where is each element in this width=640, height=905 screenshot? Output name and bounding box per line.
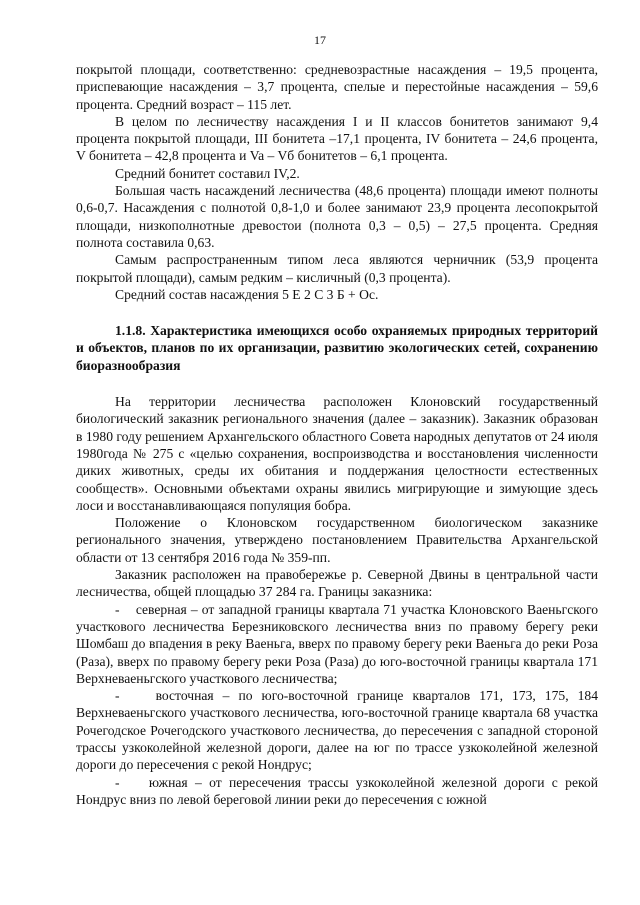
- paragraph-bonitet-classes: В целом по лесничеству насаждения I и II классов бонитетов занимают 9,4 процента покрытой площади, III бонитета –17,1 процента, IV бонитета – 24,6 процента, V бонитета – 42,8 процента и Va – Vб бонитетов – 6,1 процента.: [76, 113, 598, 164]
- paragraph-forest-types: Самым распространенным типом леса являются черничник (53,9 процента покрытой площади), самым редким – кисличный (0,3 процента).: [76, 252, 598, 285]
- boundary-item-north: - северная – от западной границы квартала 71 участка Клоновского Ваеньгского участкового лесничества Березниковского лесничества вниз по правому берегу реки Шомбаш до впадения в реку Ваеньга, вверх по правому берегу реки Ваеньга до реки Роза (Раза), вверх по правому берегу реки Роза (Раза) до юго-восточной границы квартала 171 Верхневаеньгского участкового лесничества;: [76, 601, 598, 686]
- boundary-item-east: - восточная – по юго-восточной границе кварталов 171, 173, 175, 184 Верхневаеньгского участкового лесничества, юго-восточной границе квартала 68 участка Рочегодское Рочегодского участкового лесничества, до пересечения с западной стороной трассы узкоколейной железной дороги, далее на юг по трассе узкоколейной железной дороги до пересечения с рекой Нондрус;: [76, 688, 598, 773]
- paragraph-reserve-description: На территории лесничества расположен Клоновский государственный биологический заказник регионального значения (далее – заказник). Заказник образован в 1980 году решением Архангельского областного Совета народных депутатов от 24 июля 1980года № 275 с «целью сохранения, воспроизводства и восстановления численности диких животных, среды их обитания и поддержания целостности естественных сообществ». Основными объектами охраны явились мигрирующие и зимующие здесь лоси и восстанавливающаяся популяция бобра.: [76, 394, 598, 513]
- paragraph-reserve-regulation: Положение о Клоновском государственном биологическом заказнике регионального значения, утверждено постановлением Правительства Архангельской области от 13 сентября 2016 года № 359-пп.: [76, 515, 598, 565]
- paragraph-age-structure: покрытой площади, соответственно: средневозрастные насаждения – 19,5 процента, приспевающие насаждения – 3,7 процента, спелые и перестойные насаждения – 59,6 процента. Средний возраст – 115 лет.: [76, 62, 598, 112]
- page-number: 17: [314, 33, 326, 47]
- paragraph-reserve-location: Заказник расположен на правобережье р. Северной Двины в центральной части лесничества, общей площадью 37 284 га. Границы заказника:: [76, 567, 598, 600]
- paragraph-density: Большая часть насаждений лесничества (48,6 процента) площади имеют полноты 0,6-0,7. Насаждения с полнотой 0,8-1,0 и более занимают 23,9 процента лесопокрытой площади, низкополнотные древостои (полнота 0,3 – 0,5) – 27,5 процента. Средняя полнота составила 0,63.: [76, 183, 598, 250]
- page-body: [76, 61, 598, 808]
- paragraph-composition: Средний состав насаждения 5 Е 2 С 3 Б + Ос.: [115, 286, 379, 302]
- paragraph-average-bonitet: Средний бонитет составил IV,2.: [115, 165, 300, 181]
- section-heading: 1.1.8. Характеристика имеющихся особо охраняемых природных территорий и объектов, планов по их организации, развитию экологических сетей, сохранению биоразнообразия: [76, 323, 598, 373]
- boundary-item-south: - южная – от пересечения трассы узкоколейной железной дороги с рекой Нондрус вниз по левой береговой линии реки до пересечения с южной: [76, 774, 598, 807]
